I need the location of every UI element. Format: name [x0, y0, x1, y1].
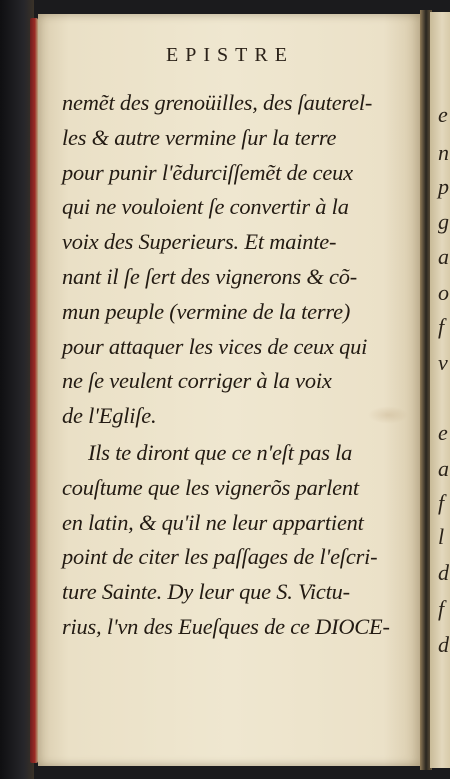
- facing-page-fragment: e: [438, 102, 448, 127]
- facing-page-fragment: e: [438, 420, 448, 445]
- paper-stain: [368, 406, 408, 424]
- facing-page-fragment: n: [438, 140, 449, 165]
- text-line: voix des Superieurs. Et mainte-: [62, 229, 337, 255]
- text-line: qui ne vouloient ſe convertir à la: [62, 194, 349, 220]
- text-line: rius, l'vn des Eueſques de ce DIOCE-: [62, 613, 390, 639]
- book-spine-shadow: [0, 0, 34, 779]
- facing-page-fragment: a: [438, 244, 449, 269]
- text-line: les & autre vermine ſur la terre: [62, 124, 337, 150]
- text-line: nant il ſe ſert des vignerons & cõ-: [62, 263, 358, 289]
- facing-page-fragment: l: [438, 524, 445, 549]
- book-page: [38, 14, 422, 766]
- facing-page-fragment: d: [438, 560, 449, 585]
- text-line: en latin, & qu'il ne leur appartient: [62, 509, 364, 535]
- red-page-edge: [30, 18, 38, 763]
- facing-page-fragment: o: [438, 280, 449, 305]
- facing-page-fragment: d: [438, 632, 449, 657]
- text-line: pour attaquer les vices de ceux qui: [62, 333, 368, 359]
- text-line: de l'Egliſe.: [62, 403, 157, 429]
- text-line: point de citer les paſſages de l'eſcri-: [62, 544, 378, 570]
- facing-page-fragment: f: [438, 314, 445, 339]
- text-line: ture Sainte. Dy leur que S. Victu-: [62, 579, 350, 605]
- facing-page-fragment: v: [438, 350, 448, 375]
- running-header: EPISTRE: [166, 44, 294, 66]
- text-line: nemẽt des grenoüilles, des ſauterel-: [62, 90, 373, 115]
- paragraph-start-line: Ils te diront que ce n'eſt pas la: [88, 439, 353, 465]
- text-line: pour punir l'ẽdurciſſemẽt de ceux: [62, 159, 353, 185]
- facing-page-fragment: f: [438, 596, 445, 621]
- facing-page-fragment: p: [438, 174, 449, 199]
- text-line: ne ſe veulent corriger à la voix: [62, 368, 332, 394]
- body-text: [62, 86, 418, 645]
- text-line: mun peuple (vermine de la terre): [62, 298, 351, 324]
- text-line: couſtume que les vignerõs parlent: [62, 474, 359, 500]
- facing-page-fragment: a: [438, 456, 449, 481]
- facing-page-fragment: g: [438, 209, 449, 234]
- facing-page-edge: [430, 12, 450, 768]
- facing-page-fragment: f: [438, 490, 445, 515]
